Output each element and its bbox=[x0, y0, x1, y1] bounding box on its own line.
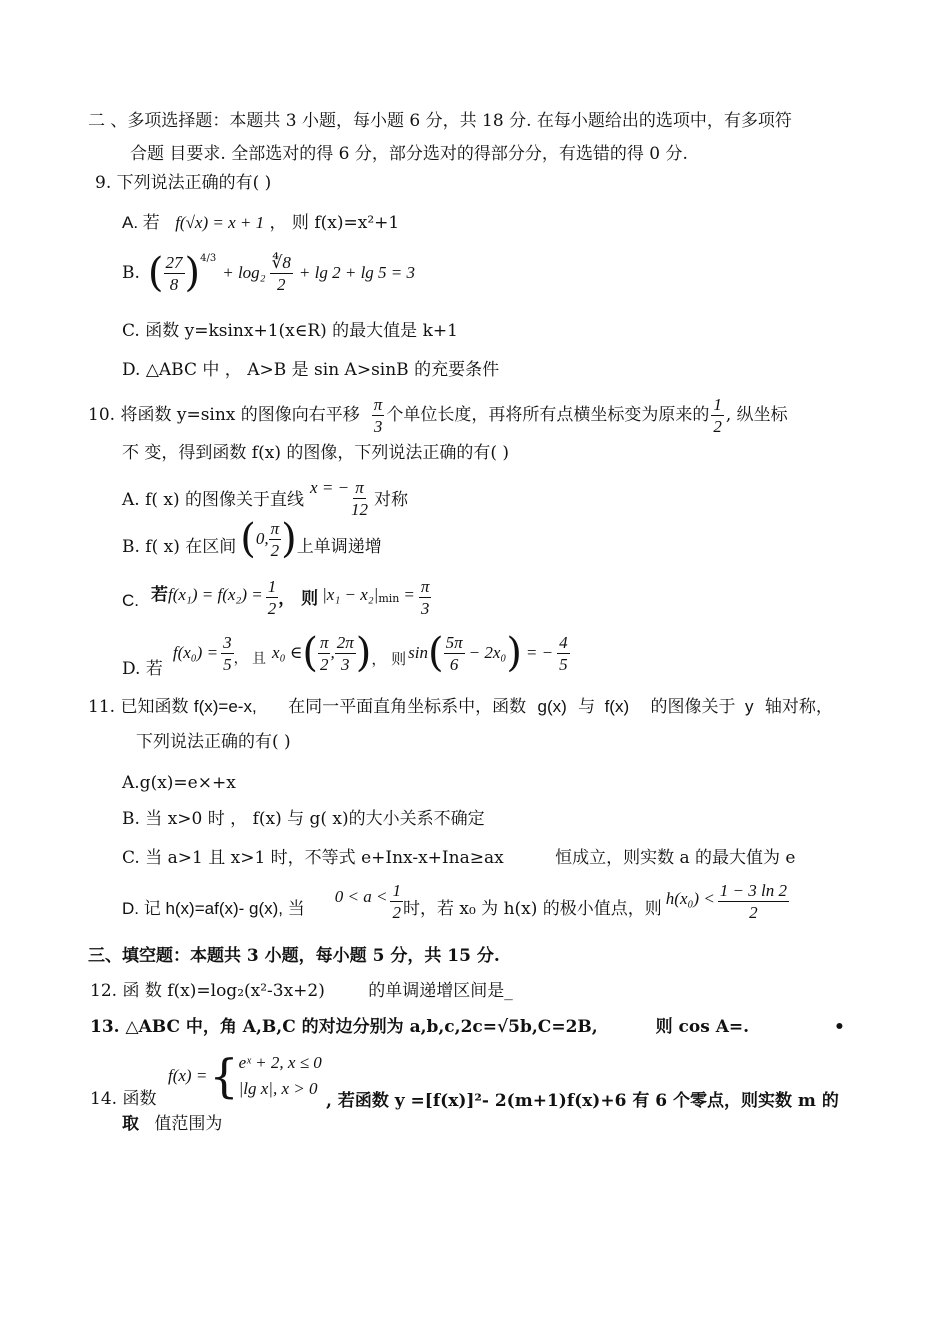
q10-option-c bbox=[122, 578, 431, 624]
q11-d-frac2 bbox=[718, 882, 789, 921]
q11-c-b: 恒成立，则实数 a 的最大值为 e bbox=[555, 848, 796, 868]
q9-b-base-den: 8 bbox=[169, 274, 179, 294]
q11-option-c bbox=[122, 847, 796, 869]
q11-line1-fx: f(x)=e-x, bbox=[193, 697, 257, 716]
q12-text: 12. 函 数 f(x)=log₂(x²-3x+2) bbox=[90, 981, 325, 1001]
q9-b-paren-open: ( bbox=[147, 250, 164, 296]
q10-c-frac2 bbox=[419, 578, 432, 617]
q14-case2: |lg x|, x > 0 bbox=[238, 1079, 318, 1098]
q9-a-math: f(√x) = x + 1 bbox=[175, 213, 265, 232]
q10-option-a bbox=[122, 478, 408, 522]
q10-scale-num: 1 bbox=[713, 394, 722, 414]
q10-d-sin-open: ( bbox=[427, 630, 444, 676]
q10-d-in-num: 5π bbox=[445, 632, 463, 652]
q11-option-b: B. 当 x>0 时 ， f(x) 与 g( x)的大小关系不确定 bbox=[122, 809, 485, 829]
q10-b-zero: 0, bbox=[255, 529, 269, 548]
q10-line1-c: , 纵坐标 bbox=[725, 405, 788, 425]
q10-c-label: C. bbox=[122, 591, 139, 610]
q10-d-in-frac bbox=[444, 634, 465, 673]
q10-d-iv-frac1 bbox=[318, 634, 331, 673]
q10-a-text: A. f( x) 的图像关于直线 bbox=[122, 490, 305, 510]
q10-a-num: π bbox=[355, 477, 364, 497]
q10-shift-num: π bbox=[373, 394, 383, 414]
section3-heading: 三、填空题：本题共 3 小题，每小题 5 分，共 15 分. bbox=[88, 946, 500, 966]
q9-b-log-den: 2 bbox=[277, 274, 286, 294]
q11-d-a: D. 记 h(x)=af(x)- g(x), 当 bbox=[122, 899, 305, 918]
q11-stem-line1 bbox=[88, 696, 833, 718]
q11-line1-a: 11. 已知函数 bbox=[88, 697, 189, 717]
q10-b-num: π bbox=[270, 518, 280, 538]
q9-b-end: + lg 2 + lg 5 = 3 bbox=[298, 263, 416, 282]
q10-c-num1: 1 bbox=[267, 576, 277, 596]
q14-line2-b: 值范围为 bbox=[154, 1114, 223, 1134]
q9-b-log: + log₂ bbox=[222, 263, 266, 282]
q9-b-paren-close: ) bbox=[184, 250, 201, 296]
q11-d-num: 1 bbox=[392, 880, 401, 900]
q10-d-interval-close: ) bbox=[355, 630, 372, 676]
q9-option-c: C. 函数 y=ksinx+1(x∈R) 的最大值是 k+1 bbox=[122, 321, 458, 341]
q14-fx: f(x) = bbox=[168, 1066, 208, 1085]
q14-case1: eˣ + 2, x ≤ 0 bbox=[238, 1053, 322, 1072]
q9-b-base-num: 27 bbox=[165, 252, 183, 272]
q10-c-sub: min bbox=[378, 592, 400, 605]
q10-d-eq: = − bbox=[525, 643, 554, 662]
q11-line1-c: 与 bbox=[578, 697, 596, 717]
q10-shift-frac bbox=[372, 396, 385, 435]
q10-c-den1: 2 bbox=[267, 598, 277, 618]
q11-d-den: 2 bbox=[392, 902, 401, 922]
q10-d-in-rest: − 2x₀ bbox=[468, 643, 507, 662]
q10-shift-den: 3 bbox=[373, 416, 383, 436]
q9-b-label: B. bbox=[122, 263, 140, 283]
q10-d-iv-den1: 2 bbox=[319, 654, 329, 674]
q11-d-math2: h(x₀) < bbox=[665, 889, 715, 908]
q10-line1-b: 个单位长度，再将所有点横坐标变为原来的 bbox=[386, 405, 710, 425]
q14-label: 14. 函数 bbox=[90, 1089, 157, 1109]
q11-d-math: 0 < a < bbox=[334, 887, 388, 906]
q10-b-frac bbox=[269, 520, 282, 559]
q13-text: 13. △ABC 中，角 A,B,C 的对边分别为 a,b,c,2c=√5b,C=2B, bbox=[90, 1017, 598, 1037]
q10-c-pre: 若 bbox=[151, 585, 168, 605]
q10-d-math3: sin bbox=[408, 643, 428, 662]
q9-b-log-num: ∜8 bbox=[271, 252, 291, 272]
q11-line1-b: 在同一平面直角坐标系中，函数 bbox=[288, 697, 527, 717]
q14-brace: { bbox=[209, 1049, 239, 1103]
q11-d-b: 时，若 x₀ 为 h(x) 的极小值点，则 bbox=[402, 899, 662, 919]
q10-scale-frac bbox=[711, 396, 724, 435]
q10-d-iv-den2: 3 bbox=[340, 654, 350, 674]
q11-c-a: C. 当 a>1 且 x>1 时，不等式 e+Inx-x+Ina≥ax bbox=[122, 848, 504, 868]
q9-option-a bbox=[122, 212, 399, 234]
q10-d-den1: 5 bbox=[223, 654, 232, 674]
q10-b-paren-close: ) bbox=[281, 516, 297, 562]
q10-a-math: x = − bbox=[310, 478, 350, 497]
q10-a-frac bbox=[349, 479, 370, 518]
q11-line1-gx: g(x) bbox=[537, 697, 567, 716]
q9-option-d: D. △ABC 中 ， A>B 是 sin A>sinB 的充要条件 bbox=[122, 360, 500, 380]
q10-d-iv-num2: 2π bbox=[336, 632, 354, 652]
q11-d-den2: 2 bbox=[749, 902, 758, 922]
q10-d-iv-comma: , bbox=[330, 643, 335, 662]
q13-tail: 则 cos A=. bbox=[655, 1017, 750, 1037]
q10-b-text: B. f( x) 在区间 bbox=[122, 537, 237, 557]
q10-c-math2: |x₁ − x₂| bbox=[322, 585, 379, 604]
q14-fx-block bbox=[168, 1048, 322, 1104]
q10-c-num2: π bbox=[420, 576, 430, 596]
q11-option-a: A.g(x)=e×+x bbox=[122, 773, 236, 793]
q11-line1-fx2: f(x) bbox=[604, 697, 630, 716]
q10-d-math2: x₀ ∈ bbox=[272, 643, 303, 662]
q14-line2-a: 取 bbox=[122, 1114, 139, 1134]
q10-a-den: 12 bbox=[351, 499, 369, 519]
q10-d-sin-close: ) bbox=[506, 630, 522, 676]
section2-heading-line2: 合题 目要求. 全部选对的得 6 分，部分选对的得部分分，有选错的得 0 分. bbox=[130, 144, 688, 164]
q10-d-iv-frac2 bbox=[335, 634, 356, 673]
q9-a-tail: ， 则 f(x)=x²+1 bbox=[269, 213, 400, 233]
q10-d-frac1 bbox=[221, 634, 234, 673]
q9-b-exponent: 4/3 bbox=[200, 253, 217, 264]
q12-tail: 的单调递增区间是_ bbox=[368, 981, 513, 1001]
q10-c-eq: = bbox=[403, 585, 415, 604]
q13 bbox=[90, 1016, 749, 1038]
q14-text: , 若函数 y =[f(x)]²- 2(m+1)f(x)+6 有 6 个零点，则实数 m 的 bbox=[326, 1091, 839, 1111]
q11-d-frac bbox=[390, 882, 403, 921]
q10-d-then: ， 则 bbox=[371, 650, 407, 668]
q10-stem-line2: 不 变，得到函数 f(x) 的图像，下列说法正确的有( ) bbox=[122, 443, 510, 463]
q11-option-d bbox=[122, 876, 789, 926]
q13-dot: • bbox=[834, 1017, 845, 1037]
q10-c-den2: 3 bbox=[420, 598, 430, 618]
section2-heading-line1: 二 、多项选择题：本题共 3 小题，每小题 6 分，共 18 分. 在每小题给出的选项中，有多项符 bbox=[88, 111, 792, 131]
q10-line1-a: 10. 将函数 y=sinx 的图像向右平移 bbox=[88, 405, 360, 425]
q10-b-paren-open: ( bbox=[240, 516, 256, 562]
q14-line2 bbox=[122, 1113, 222, 1135]
q10-d-in-den: 6 bbox=[449, 654, 459, 674]
q11-line1-y: y bbox=[744, 697, 754, 716]
q10-d-label: D. 若 bbox=[122, 659, 163, 679]
q10-c-math1: f(x₁) = f(x₂) = bbox=[168, 585, 263, 604]
q10-d-den3: 5 bbox=[559, 654, 568, 674]
q10-stem-line1 bbox=[88, 390, 788, 440]
q9-option-b bbox=[122, 248, 415, 298]
q11-stem-line2: 下列说法正确的有( ) bbox=[136, 732, 291, 752]
q10-scale-den: 2 bbox=[713, 416, 722, 436]
q9-b-base-frac bbox=[164, 254, 185, 293]
q11-d-num2: 1 − 3 ln 2 bbox=[719, 880, 787, 900]
q10-d-and: ， 且 bbox=[233, 651, 267, 667]
q11-line1-d: 的图像关于 bbox=[650, 697, 736, 717]
q11-line1-e: 轴对称， bbox=[764, 697, 833, 717]
q10-d-math1: f(x₀) = bbox=[172, 643, 219, 662]
q14-cases bbox=[239, 1050, 322, 1102]
q10-option-d bbox=[122, 626, 570, 680]
q9-stem: 9. 下列说法正确的有( ) bbox=[95, 173, 272, 193]
q12 bbox=[90, 980, 513, 1002]
q10-c-frac1 bbox=[266, 578, 279, 617]
q10-b-tail: 上单调递增 bbox=[296, 537, 382, 557]
q10-c-mid: ， 则 bbox=[278, 589, 319, 609]
q10-d-num1: 3 bbox=[223, 632, 232, 652]
q10-d-num3: 4 bbox=[559, 632, 568, 652]
q9-b-log-frac bbox=[270, 254, 293, 293]
q10-option-b bbox=[122, 516, 382, 572]
q10-a-tail: 对称 bbox=[374, 490, 409, 510]
q10-d-frac3 bbox=[557, 634, 570, 673]
q9-a-label: A. 若 bbox=[122, 213, 160, 232]
q10-b-den: 2 bbox=[270, 540, 280, 560]
q10-d-interval-open: ( bbox=[302, 630, 318, 676]
q10-d-iv-num1: π bbox=[319, 632, 329, 652]
